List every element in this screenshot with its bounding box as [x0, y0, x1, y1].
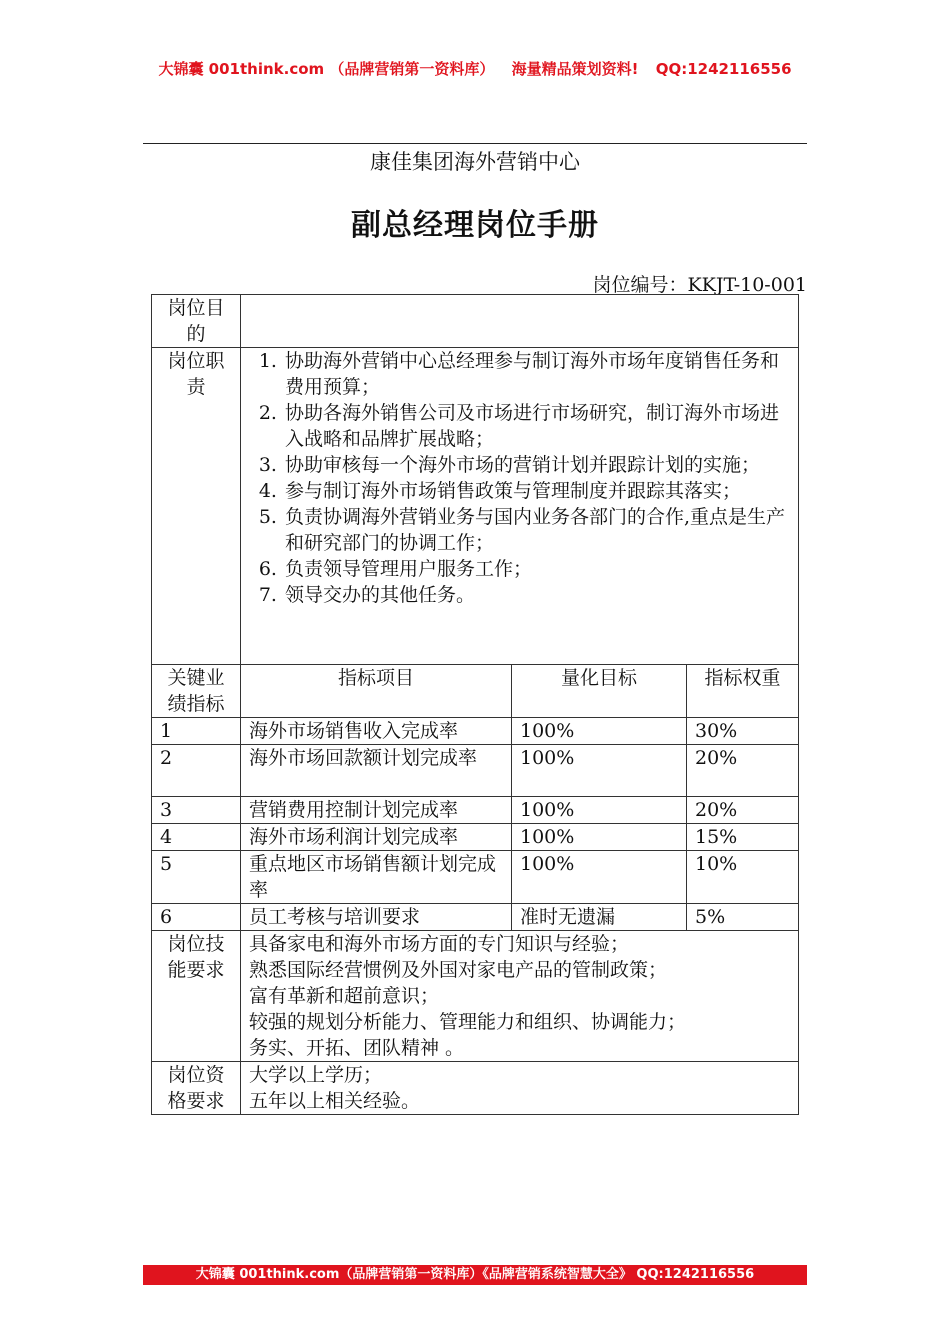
skills-line: 富有革新和超前意识；	[249, 985, 440, 1007]
kpi-weight: 20%	[687, 797, 799, 824]
duty-item: 2. 协助各海外销售公司及市场进行市场研究，制订海外市场进入战略和品牌扩展战略；	[283, 400, 790, 452]
header-banner-slogan: 海量精品策划资料!	[511, 60, 639, 78]
job-manual-table	[151, 294, 799, 1115]
kpi-weight: 30%	[687, 718, 799, 745]
kpi-weight: 10%	[687, 851, 799, 904]
kpi-item: 海外市场回款额计划完成率	[241, 745, 512, 797]
kpi-row	[152, 904, 799, 931]
kpi-header-row	[152, 665, 799, 718]
kpi-item: 重点地区市场销售额计划完成率	[241, 851, 512, 904]
kpi-header-item: 指标项目	[241, 665, 512, 718]
skills-row	[152, 931, 799, 1062]
kpi-target: 100%	[512, 851, 687, 904]
duties-label: 岗位职责	[152, 348, 241, 665]
header-rule	[143, 143, 807, 144]
position-code: 岗位编号：KKJT-10-001	[592, 274, 807, 296]
kpi-weight: 20%	[687, 745, 799, 797]
duties-row	[152, 348, 799, 665]
kpi-item: 海外市场销售收入完成率	[241, 718, 512, 745]
duty-item: 5. 负责协调海外营销业务与国内业务各部门的合作,重点是生产和研究部门的协调工作；	[283, 504, 790, 556]
qualifications-line: 五年以上相关经验。	[249, 1090, 421, 1112]
duty-item: 7. 领导交办的其他任务。	[283, 582, 790, 608]
kpi-item: 海外市场利润计划完成率	[241, 824, 512, 851]
kpi-row	[152, 851, 799, 904]
qualifications-content	[241, 1062, 799, 1115]
header-banner	[0, 58, 950, 79]
header-banner-site: 大锦囊 001think.com （品牌营销第一资料库）	[158, 60, 495, 78]
skills-line: 熟悉国际经营惯例及外国对家电产品的管制政策；	[249, 959, 668, 981]
skills-content	[241, 931, 799, 1062]
skills-line: 务实、开拓、团队精神 。	[249, 1037, 465, 1059]
duty-item: 1. 协助海外营销中心总经理参与制订海外市场年度销售任务和费用预算；	[283, 348, 790, 400]
skills-line: 较强的规划分析能力、管理能力和组织、协调能力；	[249, 1011, 687, 1033]
kpi-item: 营销费用控制计划完成率	[241, 797, 512, 824]
kpi-target: 准时无遗漏	[512, 904, 687, 931]
skills-line: 具备家电和海外市场方面的专门知识与经验；	[249, 933, 630, 955]
purpose-content	[241, 295, 799, 348]
kpi-row	[152, 824, 799, 851]
duty-item: 4. 参与制订海外市场销售政策与管理制度并跟踪其落实；	[283, 478, 790, 504]
doc-title: 副总经理岗位手册	[351, 208, 599, 243]
kpi-weight: 15%	[687, 824, 799, 851]
kpi-row	[152, 797, 799, 824]
kpi-no: 3	[152, 797, 241, 824]
kpi-no: 4	[152, 824, 241, 851]
kpi-label: 关键业绩指标	[152, 665, 241, 718]
kpi-weight: 5%	[687, 904, 799, 931]
duty-item: 6. 负责领导管理用户服务工作；	[283, 556, 790, 582]
skills-label: 岗位技能要求	[152, 931, 241, 1062]
org-name: 康佳集团海外营销中心	[370, 150, 580, 174]
qualifications-row	[152, 1062, 799, 1115]
qualifications-label: 岗位资格要求	[152, 1062, 241, 1115]
kpi-target: 100%	[512, 797, 687, 824]
kpi-header-target: 量化目标	[512, 665, 687, 718]
kpi-row	[152, 745, 799, 797]
kpi-no: 1	[152, 718, 241, 745]
kpi-target: 100%	[512, 745, 687, 797]
duty-item: 3. 协助审核每一个海外市场的营销计划并跟踪计划的实施；	[283, 452, 790, 478]
kpi-target: 100%	[512, 718, 687, 745]
purpose-row	[152, 295, 799, 348]
kpi-header-weight: 指标权重	[687, 665, 799, 718]
kpi-row	[152, 718, 799, 745]
kpi-no: 6	[152, 904, 241, 931]
kpi-item: 员工考核与培训要求	[241, 904, 512, 931]
kpi-no: 5	[152, 851, 241, 904]
kpi-no: 2	[152, 745, 241, 797]
purpose-label: 岗位目的	[152, 295, 241, 348]
duties-list	[249, 348, 790, 608]
qualifications-line: 大学以上学历；	[249, 1064, 383, 1086]
kpi-target: 100%	[512, 824, 687, 851]
footer-banner: 大锦囊 001think.com（品牌营销第一资料库）《品牌营销系统智慧大全》 QQ:1242116556	[143, 1265, 807, 1285]
header-banner-qq: QQ:1242116556	[655, 60, 792, 78]
